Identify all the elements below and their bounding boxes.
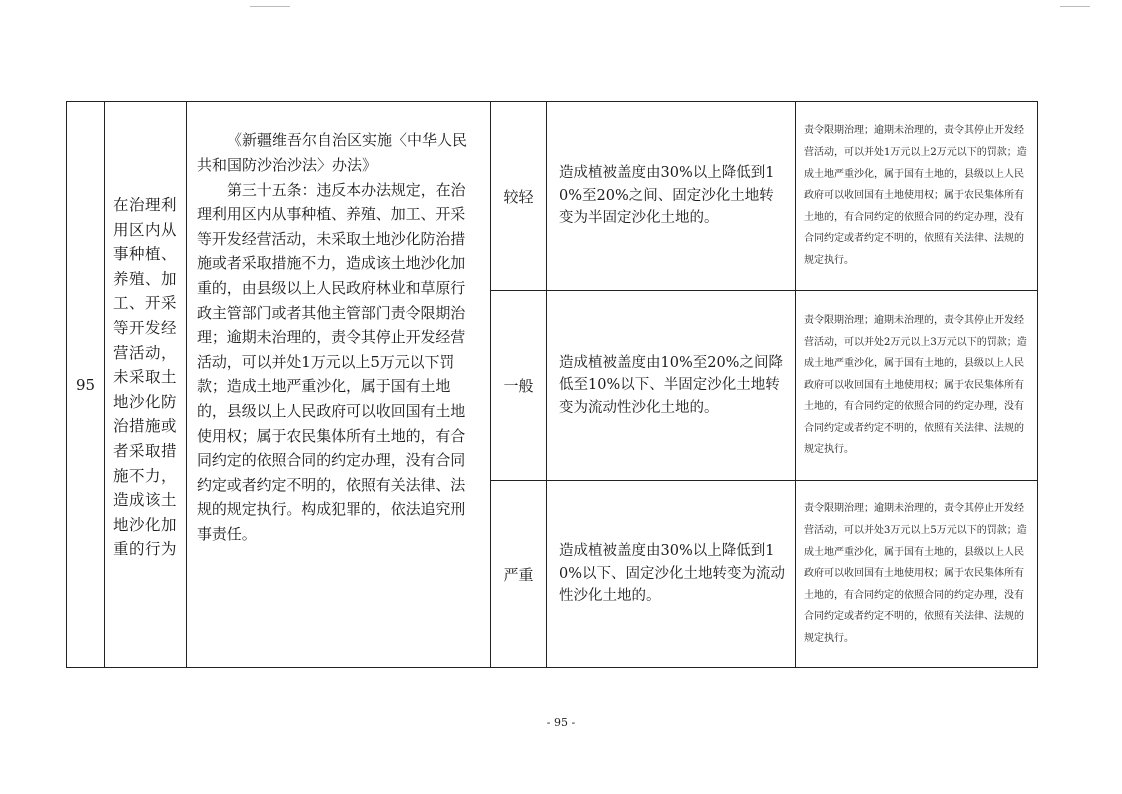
level-label: 一般 [503,377,534,395]
level-label: 较轻 [503,187,534,206]
level-cell [491,481,547,668]
circumstance-cell [547,481,796,668]
penalty-text: 责令限期治理；逾期未治理的，责令其停止开发经营活动，可以并处1万元以上2万元以下的罚款；造成土地严重沙化，属于国有土地的，县级以上人民政府可以收回国有土地使用权；属于农民集体所有土地的，有合同约定的依照合同的约定办理，没有合同约定或者约定不明的，依照有关法律、法规的规定执行。 [804,125,1027,266]
page-number: - 95 - [546,716,576,729]
violation-text: 在治理利用区内从事种植、养殖、加工、开采等开发经营活动，未采取土地沙化防治措施或者采取措施不力，造成该土地沙化加重的行为 [113,196,178,559]
penalty-cell [796,291,1038,481]
circumstance-cell [547,291,796,481]
table-row-level-1 [67,102,1038,291]
scan-artifact-top [250,6,290,7]
level-cell [491,291,547,481]
scan-artifact-top-right [1060,6,1090,7]
legal-basis-title: 《新疆维吾尔自治区实施〈中华人民共和国防沙治沙法〉办法》 [197,131,468,175]
legal-basis-cell [187,102,491,668]
level-cell [491,102,547,291]
row-number: 95 [75,375,96,394]
level-label: 严重 [503,565,534,584]
circumstance-text: 造成植被盖度由30%以上降低到10%至20%之间、固定沙化土地转变为半固定沙化土地的。 [559,165,775,227]
circumstance-text: 造成植被盖度由30%以上降低到10%以下、固定沙化土地转变为流动性沙化土地的。 [559,543,786,605]
row-number-cell [67,102,105,668]
penalty-text: 责令限期治理；逾期未治理的，责令其停止开发经营活动，可以并处2万元以上3万元以下的罚款；造成土地严重沙化，属于国有土地的，县级以上人民政府可以收回国有土地使用权；属于农民集体所有土地的，有合同约定的依照合同的约定办理，没有合同约定或者约定不明的，依照有关法律、法规的规定执行。 [804,314,1027,456]
circumstance-cell [547,102,796,291]
penalty-standard-table [66,101,1038,668]
legal-basis-text: 第三十五条：违反本办法规定，在治理利用区内从事种植、养殖、加工、开采等开发经营活动，未采取土地沙化防治措施或者采取措施不力，造成该土地沙化加重的，由县级以上人民政府林业和草原行政主管部门或者其他主管部门责令限期治理；逾期未治理的，责令其停止开发经营活动，可以并处1万元以上5万元以下罚款；造成土地严重沙化，属于国有土地的，县级以上人民政府可以收回国有土地使用权；属于农民集体所有土地的，有合同约定的依照合同的约定办理，没有合同约定或者约定不明的，依照有关法律、法规的规定执行。构成犯罪的，依法追究刑事责任。 [197,180,466,543]
violation-cell [105,102,187,668]
penalty-cell [796,481,1038,668]
penalty-text: 责令限期治理；逾期未治理的，责令其停止开发经营活动，可以并处3万元以上5万元以下的罚款；造成土地严重沙化，属于国有土地的，县级以上人民政府可以收回国有土地使用权；属于农民集体所有土地的，有合同约定的依照合同的约定办理，没有合同约定或者约定不明的，依照有关法律、法规的规定执行。 [804,503,1027,644]
penalty-cell [796,102,1038,291]
circumstance-text: 造成植被盖度由10%至20%之间降低至10%以下、半固定沙化土地转变为流动性沙化土地的。 [559,354,783,416]
